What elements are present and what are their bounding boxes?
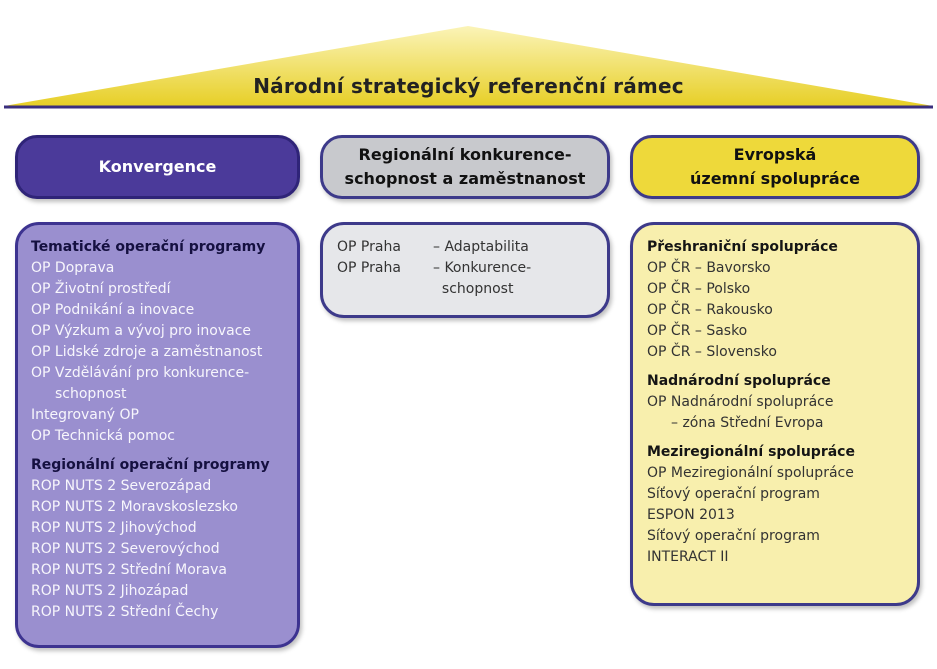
program-detail: schopnost (433, 281, 514, 297)
list-item: OP Výzkum a vývoj pro inovace (31, 323, 252, 339)
list-item: ROP NUTS 2 Jihovýchod (31, 520, 197, 536)
list-item: OP ČR – Sasko (647, 323, 748, 339)
header-line-1: Evropská (733, 145, 817, 164)
section-title: Meziregionální spolupráce (647, 444, 855, 460)
list-item: OP ČR – Rakousko (647, 302, 773, 318)
header-konvergence-label: Konvergence (98, 157, 217, 176)
roof-shape (0, 18, 937, 118)
program-name (337, 279, 433, 300)
list-item: Síťový operační program (647, 528, 820, 544)
program-detail: – Adaptabilita (433, 239, 529, 255)
list-item: OP Podnikání a inovace (31, 302, 195, 318)
list-item: schopnost (55, 386, 127, 402)
konkurenceschopnost-programs-box (320, 222, 610, 318)
konvergence-programs-box (15, 222, 300, 648)
roof-title: Národní strategický referenční rámec (253, 74, 684, 98)
list-item: OP ČR – Slovensko (647, 344, 777, 360)
list-item: OP Meziregionální spolupráce (647, 465, 854, 481)
list-item: OP Vzdělávání pro konkurence- (31, 365, 250, 381)
header-evropska-uzemni-spoluprace (630, 135, 920, 199)
list-item: ROP NUTS 2 Severovýchod (31, 541, 220, 557)
section-title: Tematické operační programy (31, 239, 266, 255)
uzemni-spoluprace-programs-box (630, 222, 920, 606)
list-item: – zóna Střední Evropa (671, 415, 824, 431)
list-item: OP Doprava (31, 260, 115, 276)
list-item: OP Životní prostředí (31, 281, 171, 297)
list-item: INTERACT II (647, 549, 729, 565)
list-item: Síťový operační program (647, 486, 820, 502)
section-title: Regionální operační programy (31, 457, 270, 473)
list-item: ROP NUTS 2 Jihozápad (31, 583, 189, 599)
program-detail: – Konkurence- (433, 260, 532, 276)
program-name: OP Praha (337, 239, 401, 255)
section-title: Nadnárodní spolupráce (647, 373, 831, 389)
list-item: ROP NUTS 2 Střední Čechy (31, 604, 219, 620)
list-item: ROP NUTS 2 Severozápad (31, 478, 212, 494)
list-item: OP ČR – Polsko (647, 281, 751, 297)
list-item: ROP NUTS 2 Moravskoslezsko (31, 499, 238, 515)
header-line-2: schopnost a zaměstnanost (344, 169, 586, 188)
list-item: OP Technická pomoc (31, 428, 175, 444)
list-item: OP Nadnárodní spolupráce (647, 394, 834, 410)
list-item: OP Lidské zdroje a zaměstnanost (31, 344, 263, 360)
list-item (337, 279, 593, 300)
list-item: OP ČR – Bavorsko (647, 260, 771, 276)
header-konvergence (15, 135, 300, 199)
list-item: ESPON 2013 (647, 507, 735, 523)
header-line-2: územní spolupráce (690, 169, 860, 188)
list-item (337, 258, 593, 279)
section-title: Přeshraniční spolupráce (647, 239, 838, 255)
header-line-1: Regionální konkurence- (358, 145, 572, 164)
program-name: OP Praha (337, 260, 401, 276)
list-item (337, 237, 593, 258)
header-regionalni-konkurenceschopnost (320, 135, 610, 199)
list-item: Integrovaný OP (31, 407, 139, 423)
list-item: ROP NUTS 2 Střední Morava (31, 562, 227, 578)
